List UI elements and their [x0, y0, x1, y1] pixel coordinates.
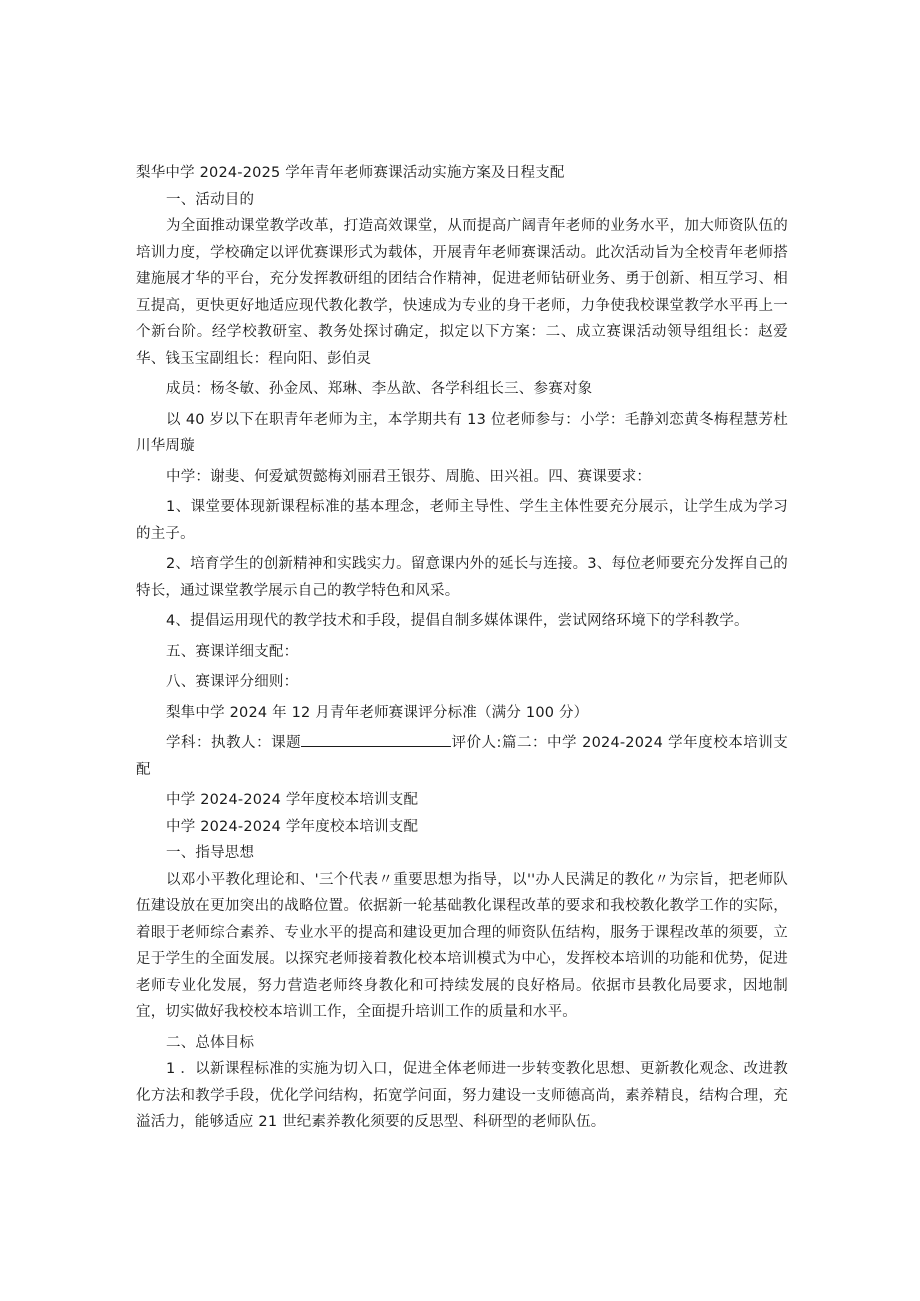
paragraph-purpose: 为全面推动课堂教学改革，打造高效课堂，从而提高广阔青年老师的业务水平，加大师资队伍的培训力度，学校确定以评优赛课形式为载体，开展青年老师赛课活动。此次活动旨为全校青年老师搭建施展才华的平台，充分发挥教研组的团结合作精神，促进老师钻研业务、勇于创新、相互学习、相互提高，更快更好地适应现代教化教学，快速成为专业的身干老师，力争使我校课堂教学水平再上一个新台阶。经学校教研室、教务处探讨确定，拟定以下方案：二、成立赛课活动领导组组长：赵爱华、钱玉宝副组长：程向阳、彭伯灵: [136, 218, 788, 367]
form-line: [136, 730, 788, 783]
document-body: [136, 160, 788, 1136]
paragraph-goal: 1 ．以新课程标准的实施为切入口，促进全体老师进一步转变教化思想、更新教化观念、改进教化方法和教学手段，优化学问结构，拓宽学问面，努力建设一支师德高尚，素养精良，结构合理，充溢活力，能够适应 21 世纪素养教化须要的反思型、科研型的老师队伍。: [136, 1061, 788, 1130]
requirement-4: 4、提倡运用现代的教学技术和手段，提倡自制多媒体课件，尝试网络环境下的学科教学。: [166, 613, 749, 629]
section-scoring: 八、赛课评分细则：: [166, 674, 299, 690]
paragraph-middle-school: 中学：谢斐、何爱斌贺懿梅刘丽君王银芬、周脆、田兴祖。四、赛课要求：: [166, 468, 652, 485]
section-schedule: 五、赛课详细支配：: [166, 643, 299, 660]
section-heading-purpose: 一、活动目的: [166, 191, 255, 208]
paragraph-members: 成员：杨冬敏、孙金凤、郑琳、李丛歆、各学科组长三、参赛对象: [166, 381, 593, 397]
plan-title-2: 中学 2024-2024 学年度校本培训支配: [166, 818, 419, 835]
form-line-suffix: 评价人:篇二：中学 2024-2024 学年度校本培训支配: [136, 735, 788, 778]
document-title: 梨华中学 2024-2025 学年青年老师赛课活动实施方案及日程支配: [136, 165, 565, 181]
score-standard-title: 梨隼中学 2024 年 12 月青年老师赛课评分标准（满分 100 分）: [166, 704, 589, 721]
paragraph-guide: 以邓小平教化理论和、'三个代表〃重要思想为指导，以''办人民满足的教化〃为宗旨，把老师队伍建设放在更加突出的战略位置。依据新一轮基础教化课程改革的要求和我校教化教学工作的实际，着眼于老师综合素养、专业水平的提高和建设更加合理的师资队伍结构，服务于课程改革的须要，立足于学生的全面发展。以探究老师接着教化校本培训模式为中心，发挥校本培训的功能和优势，促进老师专业化发展，努力营造老师终身教化和可持续发展的良好格局。依据市县教化局要求，因地制宜，切实做好我校校本培训工作，全面提升培训工作的质量和水平。: [136, 871, 788, 1020]
form-line-prefix: 学科：执教人：课题: [166, 735, 302, 751]
requirement-2: 2、培育学生的创新精神和实践实力。留意课内外的延长与连接。3、每位老师要充分发挥自己的特长，通过课堂教学展示自己的教学特色和风采。: [136, 556, 788, 599]
topic-blank: [301, 732, 451, 747]
section-heading-goal: 二、总体目标: [166, 1034, 255, 1051]
paragraph-participants: 以 40 岁以下在职青年老师为主，本学期共有 13 位老师参与：小学：毛静刘恋黄冬梅程慧芳杜川华周璇: [136, 411, 788, 454]
section-heading-guide: 一、指导思想: [166, 845, 255, 861]
requirement-1: 1、课堂要体现新课程标准的基本理念，老师主导性、学生主体性要充分展示，让学生成为学习的主子。: [136, 499, 788, 542]
plan-title-1: 中学 2024-2024 学年度校本培训支配: [166, 792, 419, 808]
